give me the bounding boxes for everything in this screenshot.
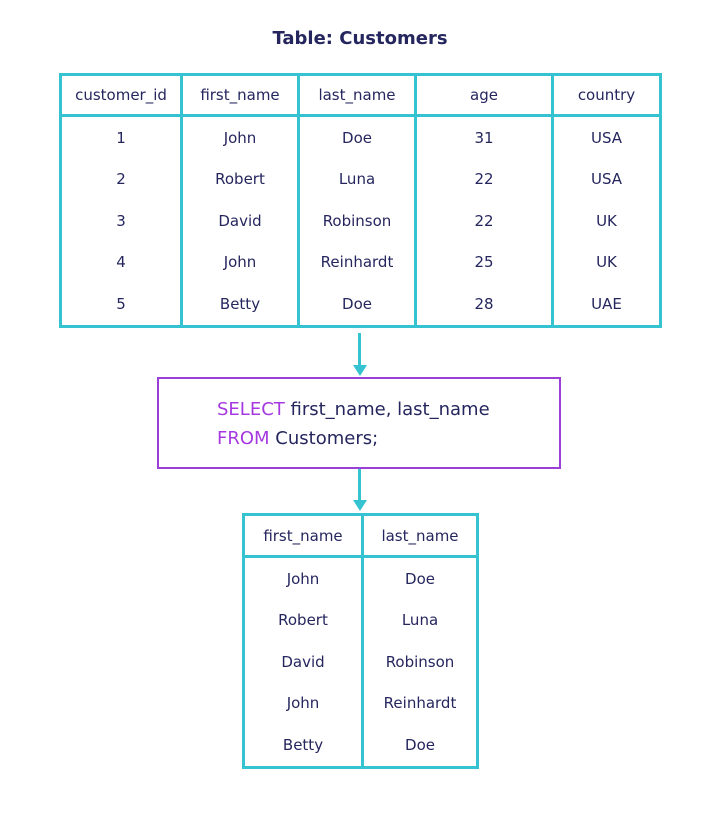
table-cell: Robinson (363, 641, 478, 683)
arrow-to-result-head (353, 500, 367, 511)
table-cell: UK (553, 200, 661, 242)
table-cell: Betty (244, 724, 363, 767)
table-cell: John (182, 116, 299, 159)
table-cell: Robert (182, 159, 299, 201)
column-header: country (553, 75, 661, 116)
table-cell: Luna (299, 159, 416, 201)
table-cell: John (244, 683, 363, 725)
table-cell: Betty (182, 283, 299, 326)
table-cell: Reinhardt (299, 242, 416, 284)
diagram-title: Table: Customers (272, 28, 448, 49)
table-cell: 1 (61, 116, 182, 159)
result-table (242, 513, 479, 769)
table-cell: Reinhardt (363, 683, 478, 725)
table-cell: Doe (363, 724, 478, 767)
table-cell: Luna (363, 600, 478, 642)
column-header: first_name (244, 515, 363, 557)
table-row (244, 683, 478, 725)
table-row (61, 159, 661, 201)
table-row (244, 600, 478, 642)
select-keyword: SELECT (217, 399, 285, 420)
table-cell: USA (553, 116, 661, 159)
column-header: last_name (299, 75, 416, 116)
table-cell: Doe (299, 283, 416, 326)
table-row (244, 724, 478, 767)
from-table: Customers; (269, 428, 379, 449)
from-keyword: FROM (217, 428, 270, 449)
table-cell: UAE (553, 283, 661, 326)
table-cell: UK (553, 242, 661, 284)
table-cell: 22 (416, 200, 553, 242)
table-cell: 4 (61, 242, 182, 284)
customers-table (59, 73, 662, 328)
table-cell: David (182, 200, 299, 242)
table-header-row (244, 515, 478, 557)
table-cell: 2 (61, 159, 182, 201)
table-header-row (61, 75, 661, 116)
select-columns: first_name, last_name (284, 399, 490, 420)
sql-query-box (157, 377, 561, 469)
table-cell: 28 (416, 283, 553, 326)
arrow-to-query-line (358, 333, 361, 366)
table-cell: Robinson (299, 200, 416, 242)
table-row (244, 557, 478, 600)
table-cell: 5 (61, 283, 182, 326)
column-header: last_name (363, 515, 478, 557)
table-row (244, 641, 478, 683)
query-line-select (217, 399, 490, 420)
column-header: customer_id (61, 75, 182, 116)
arrow-to-query-head (353, 365, 367, 376)
arrow-to-result-line (358, 469, 361, 501)
table-cell: John (244, 557, 363, 600)
table-row (61, 116, 661, 159)
table-cell: 25 (416, 242, 553, 284)
table-cell: 22 (416, 159, 553, 201)
column-header: first_name (182, 75, 299, 116)
table-row (61, 283, 661, 326)
column-header: age (416, 75, 553, 116)
query-line-from (217, 428, 378, 449)
table-cell: 3 (61, 200, 182, 242)
table-cell: John (182, 242, 299, 284)
table-cell: USA (553, 159, 661, 201)
table-cell: Doe (363, 557, 478, 600)
table-row (61, 200, 661, 242)
table-cell: 31 (416, 116, 553, 159)
table-cell: Doe (299, 116, 416, 159)
table-row (61, 242, 661, 284)
table-cell: David (244, 641, 363, 683)
table-cell: Robert (244, 600, 363, 642)
